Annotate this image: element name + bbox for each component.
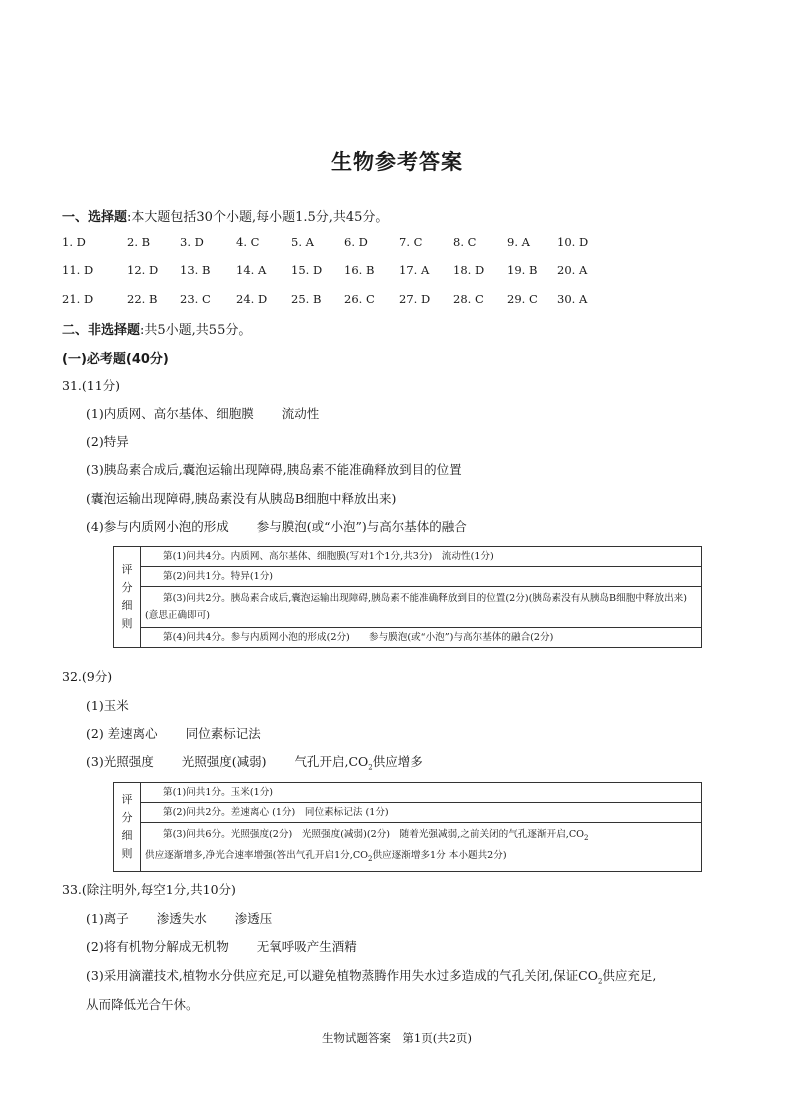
q31-a1-text: (1)内质网、高尔基体、细胞膜 — [86, 406, 254, 421]
answer-item: 19. B — [507, 263, 538, 277]
answer-item: 28. C — [453, 292, 484, 306]
q32-grading-text-a: 第(3)问共6分。光照强度(2分) 光照强度(减弱)(2分) 随着光强减弱,之前关闭的气孔逐渐开启,CO — [163, 829, 585, 840]
q31-a1-text-b: 流动性 — [281, 406, 320, 421]
q33-a1-text-b: 渗透失水 — [156, 911, 207, 926]
q32-grading-line-b — [145, 847, 697, 868]
q32-answer-1: (1)玉米 — [86, 698, 129, 713]
q33-answer-3 — [86, 966, 656, 986]
q32-grading-cell-1: 第(1)问共1分。玉米(1分) — [141, 783, 702, 803]
answer-item: 6. D — [344, 235, 368, 249]
q31-grading-cell-4: 第(4)问共4分。参与内质网小泡的形成(2分) 参与膜泡(或“小泡”)与高尔基体的融合(2分) — [141, 628, 702, 648]
q31-answer-3-alt: (囊泡运输出现障碍,胰岛素没有从胰岛B细胞中释放出来) — [86, 491, 397, 506]
q32-a3-text-c-tail: 供应增多 — [372, 754, 423, 769]
subsection-heading: (一)必考题(40分) — [62, 352, 169, 367]
q33-a3-text-tail: 供应充足, — [602, 968, 657, 983]
q32-heading: 32.(9分) — [62, 669, 113, 684]
q32-grading-table — [113, 782, 702, 872]
answer-item: 26. C — [344, 292, 375, 306]
answer-item: 30. A — [557, 292, 588, 306]
q33-answer-3-cont: 从而降低光合午休。 — [86, 997, 199, 1012]
q32-a2-text: (2) 差速离心 — [86, 726, 158, 741]
q31-a4-text: (4)参与内质网小泡的形成 — [86, 519, 229, 534]
q32-grading-cell-2: 第(2)问共2分。差速离心 (1分) 同位素标记法 (1分) — [141, 803, 702, 823]
grading-label-char: 细 — [121, 828, 133, 842]
q31-answer-1 — [86, 404, 319, 422]
q31-heading: 31.(11分) — [62, 378, 121, 393]
answer-item: 20. A — [557, 263, 588, 277]
page-footer: 生物试题答案 第1页(共2页) — [321, 1031, 473, 1045]
answer-item: 3. D — [180, 235, 204, 249]
answer-item: 12. D — [127, 263, 159, 277]
q32-grading-row-3 — [114, 823, 702, 872]
grading-label-char: 评 — [121, 792, 133, 806]
section2-label: 二、非选择题 — [62, 323, 141, 338]
q32-answer-2 — [86, 724, 261, 742]
grading-label-char: 分 — [121, 810, 133, 824]
section2-desc: :共5小题,共55分。 — [140, 323, 252, 338]
grading-label-char: 细 — [121, 599, 133, 612]
answer-item: 25. B — [291, 292, 322, 306]
grading-label-char: 则 — [121, 617, 133, 630]
q32-grading-row-2 — [114, 803, 702, 823]
q31-answer-2: (2)特异 — [86, 434, 129, 449]
section1-desc: :本大题包括30个小题,每小题1.5分,共45分。 — [127, 210, 389, 225]
answer-item: 17. A — [399, 263, 430, 277]
subscript: 2 — [597, 977, 603, 986]
q31-grading-cell-1: 第(1)问共4分。内质网、高尔基体、细胞膜(写对1个1分,共3分) 流动性(1分) — [141, 547, 702, 567]
q31-grading-row-4 — [114, 628, 702, 648]
q33-a1-text: (1)离子 — [86, 911, 129, 926]
q31-grading-row-1 — [114, 547, 702, 567]
answer-item: 1. D — [62, 235, 86, 249]
answer-item: 14. A — [236, 263, 267, 277]
answer-item: 18. D — [453, 263, 485, 277]
q31-grading-table — [113, 546, 702, 648]
grading-label-char: 评 — [121, 563, 133, 576]
answer-item: 27. D — [399, 292, 431, 306]
subscript: 2 — [368, 763, 373, 772]
answer-item: 24. D — [236, 292, 268, 306]
q32-grading-cell-3 — [141, 823, 702, 872]
q31-grading-cell-3: 第(3)问共2分。胰岛素合成后,囊泡运输出现障碍,胰岛素不能准确释放到目的位置(2分)(胰岛素没有从胰岛B细胞中释放出来)(意思正确即可) — [141, 587, 702, 628]
answer-item: 23. C — [180, 292, 211, 306]
grading-label-char: 则 — [121, 846, 133, 860]
answer-item: 11. D — [62, 263, 94, 277]
q33-a1-text-c: 渗透压 — [234, 911, 273, 926]
grading-label — [114, 547, 141, 648]
q33-a3-text: (3)采用滴灌技术,植物水分供应充足,可以避免植物蒸腾作用失水过多造成的气孔关闭,保证CO — [86, 968, 598, 983]
q31-grading-row-2 — [114, 567, 702, 587]
q32-a2-text-b: 同位素标记法 — [185, 726, 261, 741]
answer-item: 13. B — [180, 263, 211, 277]
q32-answer-3 — [86, 752, 423, 772]
q33-answer-1 — [86, 909, 272, 927]
answer-item: 7. C — [399, 235, 423, 249]
q32-grading-text-b-tail: 供应逐渐增多1分 本小题共2分) — [372, 849, 507, 861]
q33-a2-text: (2)将有机物分解成无机物 — [86, 939, 229, 954]
answer-item: 5. A — [291, 235, 314, 249]
q31-answer-3: (3)胰岛素合成后,囊泡运输出现障碍,胰岛素不能准确释放到目的位置 — [86, 462, 462, 477]
q32-grading-text-b: 供应逐渐增多,净光合速率增强(答出气孔开启1分,CO — [145, 849, 369, 861]
q31-answer-4 — [86, 517, 467, 535]
page-title: 生物参考答案 — [331, 150, 463, 174]
section1-label: 一、选择题 — [62, 210, 128, 225]
answer-item: 16. B — [344, 263, 375, 277]
q32-a3-text-c: 气孔开启,CO — [294, 754, 369, 769]
answer-item: 22. B — [127, 292, 158, 306]
subscript: 2 — [584, 833, 589, 842]
answer-item: 29. C — [507, 292, 538, 306]
q33-heading: 33.(除注明外,每空1分,共10分) — [62, 882, 236, 897]
grading-label — [114, 783, 141, 872]
answer-item: 15. D — [291, 263, 323, 277]
section2-heading — [62, 319, 251, 338]
q32-grading-row-1 — [114, 783, 702, 803]
q31-grading-cell-2: 第(2)问共1分。特异(1分) — [141, 567, 702, 587]
q32-a3-text-b: 光照强度(减弱) — [181, 754, 267, 769]
subscript: 2 — [368, 854, 373, 863]
q33-a2-text-b: 无氧呼吸产生酒精 — [256, 939, 357, 954]
q33-answer-2 — [86, 937, 357, 955]
section1-heading — [62, 206, 388, 225]
answer-item: 10. D — [557, 235, 589, 249]
answer-item: 2. B — [127, 235, 151, 249]
answer-item: 21. D — [62, 292, 94, 306]
q32-grading-line-a — [145, 826, 697, 847]
answer-item: 9. A — [507, 235, 530, 249]
answer-item: 8. C — [453, 235, 477, 249]
q31-a4-text-b: 参与膜泡(或“小泡”)与高尔基体的融合 — [256, 519, 467, 534]
answer-item: 4. C — [236, 235, 260, 249]
q31-grading-row-3 — [114, 587, 702, 628]
grading-label-char: 分 — [121, 581, 133, 594]
q32-a3-text: (3)光照强度 — [86, 754, 154, 769]
